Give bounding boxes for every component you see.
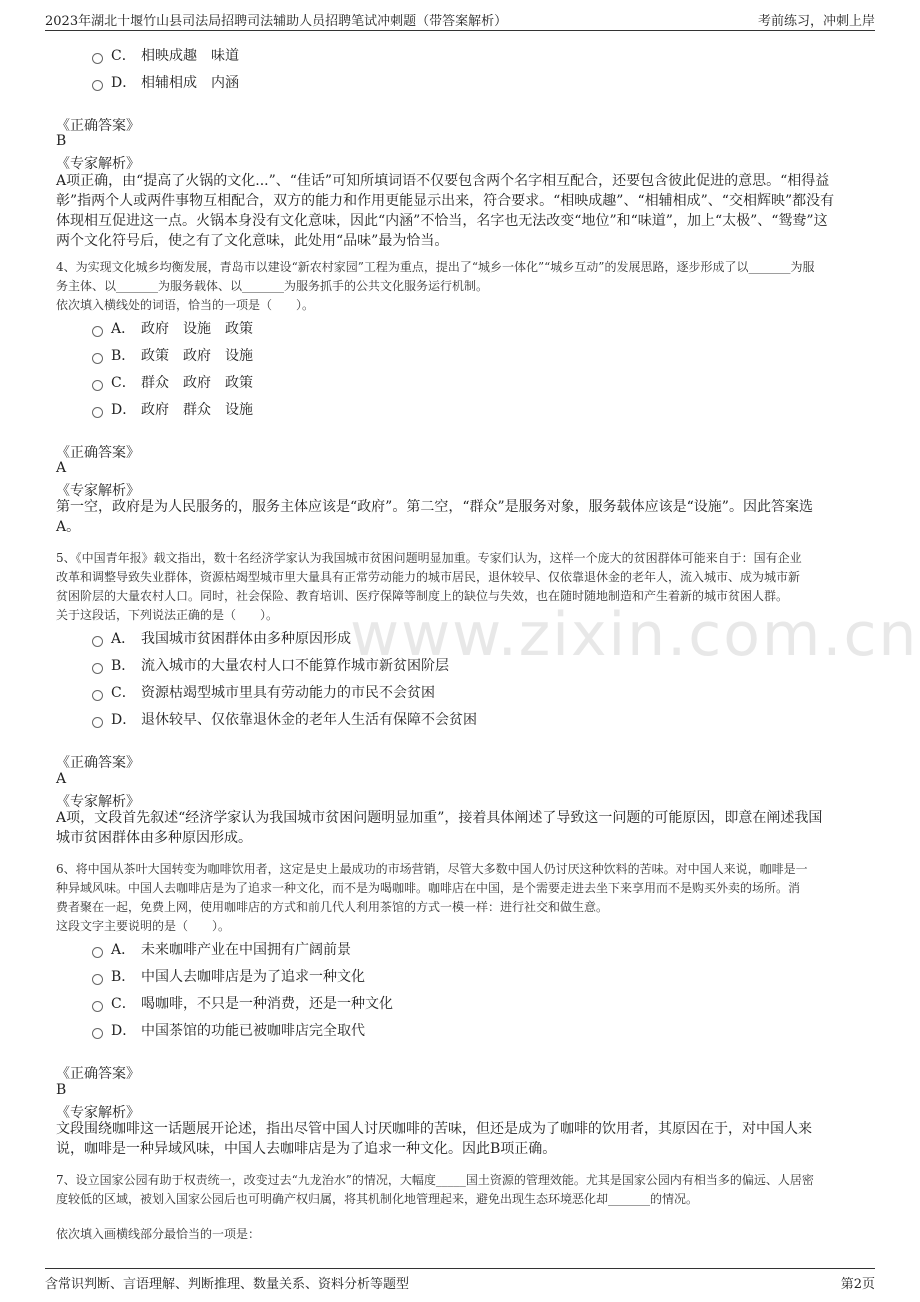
option-text: 政府 群众 设施 bbox=[141, 402, 253, 418]
answer-value: A bbox=[56, 771, 67, 787]
option-text: 喝咖啡，不只是一种消费，还是一种文化 bbox=[141, 996, 393, 1012]
page-number: 第2页 bbox=[840, 1277, 875, 1292]
q5-option-c[interactable] bbox=[92, 682, 435, 702]
radio-icon[interactable] bbox=[92, 326, 103, 337]
q4-option-a[interactable] bbox=[92, 318, 253, 338]
answer-label: 《正确答案》 bbox=[56, 1066, 140, 1082]
option-letter: B． bbox=[111, 969, 136, 985]
option-letter: A． bbox=[111, 321, 136, 337]
option-text: 中国茶馆的功能已被咖啡店完全取代 bbox=[141, 1023, 365, 1039]
q5-option-d[interactable] bbox=[92, 709, 477, 729]
option-letter: D． bbox=[111, 75, 137, 91]
q5-option-b[interactable] bbox=[92, 655, 449, 675]
radio-icon[interactable] bbox=[92, 663, 103, 674]
radio-icon[interactable] bbox=[92, 1028, 103, 1039]
question-stem: 7、设立国家公园有助于权责统一，改变过去“九龙治水”的情况，大幅度_____国土资源的管理效能。尤其是国家公园内有相当多的偏远、人居密 度较低的区域，被划入国家公园后也可明确产权归属，将其机制化地管理起来，避免出现生态环境恶化却_______的情况。 bbox=[56, 1173, 814, 1206]
radio-icon[interactable] bbox=[92, 53, 103, 64]
header-slogan: 考前练习，冲刺上岸 bbox=[757, 14, 875, 29]
answer-label: 《正确答案》 bbox=[56, 755, 140, 771]
radio-icon[interactable] bbox=[92, 974, 103, 985]
option-letter: D． bbox=[111, 712, 137, 728]
q3-option-d[interactable] bbox=[92, 72, 239, 92]
answer-label: 《正确答案》 bbox=[56, 445, 140, 461]
watermark: www.zixin.com.cn bbox=[350, 600, 919, 670]
question-stem: 4、为实现文化城乡均衡发展，青岛市以建设“新农村家园”工程为重点，提出了“城乡一体化”“城乡互动”的发展思路，逐步形成了以_______为服 务主体、以_______为服务载体、以_______为服务抓手的公共文化服务运行机制。 依次填入横线处的词语，恰当的一项是（ ）。 bbox=[56, 260, 815, 312]
option-text: 资源枯竭型城市里具有劳动能力的市民不会贫困 bbox=[141, 685, 435, 701]
q4-option-c[interactable] bbox=[92, 372, 253, 392]
q6-option-a[interactable] bbox=[92, 939, 351, 959]
question-prompt: 依次填入画横线部分最恰当的一项是： bbox=[56, 1227, 261, 1241]
analysis-label: 《专家解析》 bbox=[56, 1105, 140, 1121]
answer-value: A bbox=[56, 460, 67, 476]
option-letter: C． bbox=[111, 48, 136, 64]
analysis-label: 《专家解析》 bbox=[56, 794, 140, 810]
option-letter: A． bbox=[111, 942, 136, 958]
q6-option-d[interactable] bbox=[92, 1020, 365, 1040]
radio-icon[interactable] bbox=[92, 1001, 103, 1012]
option-letter: D． bbox=[111, 1023, 137, 1039]
radio-icon[interactable] bbox=[92, 80, 103, 91]
radio-icon[interactable] bbox=[92, 690, 103, 701]
option-letter: B． bbox=[111, 348, 136, 364]
radio-icon[interactable] bbox=[92, 636, 103, 647]
option-text: 群众 政府 政策 bbox=[141, 375, 253, 391]
option-letter: C． bbox=[111, 996, 136, 1012]
footer-topics: 含常识判断、言语理解、判断推理、数量关系、资料分析等题型 bbox=[45, 1277, 410, 1292]
answer-value: B bbox=[56, 133, 67, 149]
document-title: 2023年湖北十堰竹山县司法局招聘司法辅助人员招聘笔试冲刺题（带答案解析） bbox=[45, 14, 508, 29]
option-letter: A． bbox=[111, 631, 136, 647]
q5-option-a[interactable] bbox=[92, 628, 351, 648]
option-text: 政策 政府 设施 bbox=[141, 348, 253, 364]
option-text: 退休较早、仅依靠退休金的老年人生活有保障不会贫困 bbox=[141, 712, 477, 728]
option-text: 中国人去咖啡店是为了追求一种文化 bbox=[141, 969, 365, 985]
analysis-text: A项正确，由“提高了火锅的文化...”、“佳话”可知所填词语不仅要包含两个名字相互配合，还要包含彼此促进的意思。“相得益 彰”指两个人或两件事物互相配合，双方的能力和作用更能显示出来，符合要求。“相映成趣”、“相辅相成”、“交相辉映”都没有 体现相互促进这一点。火锅本身没有文化意味，因此“内涵”不恰当，名字也无法改变“地位”和“味道”，加上“太极”、“鸳鸯”这 两个文化符号后，使之有了文化意味，此处用“品味”最为恰当。 bbox=[56, 173, 835, 249]
option-text: 相映成趣 味道 bbox=[141, 48, 239, 64]
option-letter: C． bbox=[111, 685, 136, 701]
analysis-text: 文段围绕咖啡这一话题展开论述，指出尽管中国人讨厌咖啡的苦味，但还是成为了咖啡的饮用者，其原因在于，对中国人来 说，咖啡是一种异域风味，中国人去咖啡店是为了追求一种文化。因此B项正确。 bbox=[56, 1121, 812, 1157]
analysis-label: 《专家解析》 bbox=[56, 483, 140, 499]
page-footer bbox=[45, 1268, 875, 1293]
radio-icon[interactable] bbox=[92, 717, 103, 728]
option-text: 我国城市贫困群体由多种原因形成 bbox=[141, 631, 351, 647]
option-letter: D． bbox=[111, 402, 137, 418]
radio-icon[interactable] bbox=[92, 947, 103, 958]
analysis-text: 第一空，政府是为人民服务的，服务主体应该是“政府”。第二空，“群众”是服务对象，服务载体应该是“设施”。因此答案选 A。 bbox=[56, 499, 813, 535]
question-stem: 6、将中国从茶叶大国转变为咖啡饮用者，这定是史上最成功的市场营销，尽管大多数中国人仍讨厌这种饮料的苦味。对中国人来说，咖啡是一 种异域风味。中国人去咖啡店是为了追求一种文化，而不是为喝咖啡。咖啡店在中国，是个需要走进去坐下来享用而不是购买外卖的场所。消 费者聚在一起，免费上网，使用咖啡店的方式和前几代人利用茶馆的方式一模一样：进行社交和做生意。 这段文字主要说明的是（ ）。 bbox=[56, 862, 808, 933]
radio-icon[interactable] bbox=[92, 380, 103, 391]
option-letter: C． bbox=[111, 375, 136, 391]
analysis-label: 《专家解析》 bbox=[56, 156, 140, 172]
page-header bbox=[45, 8, 875, 31]
option-text: 相辅相成 内涵 bbox=[141, 75, 239, 91]
question-stem: 5、《中国青年报》载文指出，数十名经济学家认为我国城市贫困问题明显加重。专家们认为，这样一个庞大的贫困群体可能来自于：国有企业 改革和调整导致失业群体，资源枯竭型城市里大量具有正常劳动能力的城市居民，退休较早、仅依靠退休金的老年人，流入城市、成为城市新 贫困阶层的大量农村人口。同时，社会保险、教育培训、医疗保障等制度上的缺位与失效，也在随时随地制造和产生着新的城市贫困人群。 关于这段话，下列说法正确的是（ ）。 bbox=[56, 551, 802, 622]
radio-icon[interactable] bbox=[92, 407, 103, 418]
radio-icon[interactable] bbox=[92, 353, 103, 364]
option-text: 流入城市的大量农村人口不能算作城市新贫困阶层 bbox=[141, 658, 449, 674]
answer-label: 《正确答案》 bbox=[56, 118, 140, 134]
q4-option-b[interactable] bbox=[92, 345, 253, 365]
q6-option-b[interactable] bbox=[92, 966, 365, 986]
option-letter: B． bbox=[111, 658, 136, 674]
option-text: 未来咖啡产业在中国拥有广阔前景 bbox=[141, 942, 351, 958]
option-text: 政府 设施 政策 bbox=[141, 321, 253, 337]
q3-option-c[interactable] bbox=[92, 45, 239, 65]
q6-option-c[interactable] bbox=[92, 993, 393, 1013]
analysis-text: A项，文段首先叙述“经济学家认为我国城市贫困问题明显加重”，接着具体阐述了导致这一问题的可能原因，即意在阐述我国 城市贫困群体由多种原因形成。 bbox=[56, 810, 823, 846]
answer-value: B bbox=[56, 1082, 67, 1098]
q4-option-d[interactable] bbox=[92, 399, 253, 419]
